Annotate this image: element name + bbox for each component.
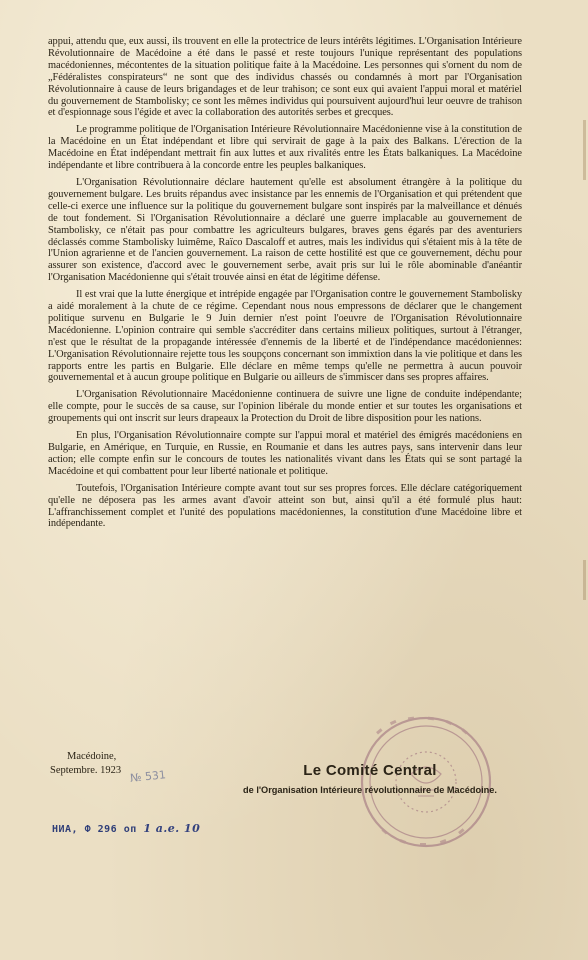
place-date xyxy=(50,750,121,778)
archive-ref-prefix: НИА, Ф 296 оп xyxy=(52,824,137,835)
signature-subtitle: de l'Organisation Intérieure révolutionnaire de Macédoine. xyxy=(243,785,497,795)
archive-number-stamp: № 531 xyxy=(129,768,167,785)
place-text: Macédoine, xyxy=(67,751,117,762)
signature-title: Le Comité Central xyxy=(303,762,437,779)
paragraph-2: Le programme politique de l'Organisation Intérieure Révolutionnaire Macédonienne vise à la constitution de la Macédoine en un État indépendant et libre qui servirait de gage à la paix des Balkans. L'érection de la Macédoine en État indépendant mettrait fin aux luttes et aux rivalités entre les États balkaniques. La Macédoine indépendante et libre contribuera à la concorde entre les peuples balkaniques. xyxy=(48,124,522,172)
archive-reference-stamp xyxy=(52,822,200,835)
paragraph-4: Il est vrai que la lutte énergique et intrépide engagée par l'Organisation contre le gouvernement Stambolisky a aidé moralement à la chute de ce régime. Cependant nous nous empressons de déclarer que le changement politique survenu en Bulgarie le 9 Juin dernier n'est point l'oeuvre de l'Organisation Révolutionnaire Macédonienne. L'opinion contraire qui semble s'accréditer dans certains milieux politiques, surtout à l'étranger, n'est que le résultat de la propagande intéressée d'ennemis de la liberté et de l'indépendance macédoniennes: L'Organisation Révolutionnaire rejette tous les soupçons concernant son immixtion dans la vie politique et dans les rapports entre les partis en Bulgarie. Elle déclare en même temps qu'elle ne permettra à aucun pouvoir gouvernemental et à aucun groupe politique en Bulgarie ou ailleurs de s'immiscer dans ses propres affaires. xyxy=(48,289,522,384)
signature-block xyxy=(215,762,525,795)
paper-edge-stain xyxy=(583,120,586,180)
date-text: Septembre. 1923 xyxy=(50,765,122,776)
paragraph-6: En plus, l'Organisation Révolutionnaire compte sur l'appui moral et matériel des émigrés macédoniens en Bulgarie, en Amérique, en Turquie, en Russie, en Roumanie et dans les autres pays, sans intervenir dans leur action; elle compte enfin sur le concours de toutes les nationalités vivant dans les États qui se sont partagé la Macédoine et qui combattent pour leur liberté nationale et politique. xyxy=(48,430,522,477)
paragraph-7: Toutefois, l'Organisation Intérieure compte avant tout sur ses propres forces. Elle déclare catégoriquement qu'elle ne déposera pas les armes avant d'avoir atteint son but, ainsi qu'il a été formulé plus haut: L'affranchissement complet et l'unité des populations macédoniennes, la constitution d'une Macédoine libre et indépendante. xyxy=(48,482,522,530)
archive-ref-handwritten: 1 а.е. 10 xyxy=(143,822,201,835)
paragraph-3: L'Organisation Révolutionnaire déclare hautement qu'elle est absolument étrangère à la politique du gouvernement bulgare. Les bruits répandus avec insistance par les ennemis de l'Organisation et qui prétendent que celle-ci exerce une influence sur la politique du gouvernement bulgare sont inspirés par la malveillance et dénués de tout fondement. Si l'Organisation Révolutionnaire a déclaré une guerre implacable au gouvernement de Stambolisky, ce n'était pas pour combattre les agriculteurs bulgares, braves gens égarés par des aventuriers déclassés comme Stambolisky luimême, Raïco Dascaloff et autres, mais les individus qui s'étaient mis à la tête de l'Union agrarienne et de l'ancien gouvernement. La raison de cette hostilité est que ce gouvernement, déchu pour assurer son existence, d'accord avec le gouvernement serbe, avait pris sur lui le rôle abominable d'anéantir l'Organisation Macédonienne qui s'était trouvée ainsi en état de légitime défense. xyxy=(48,176,522,284)
paper-edge-stain xyxy=(583,560,586,600)
document-body xyxy=(48,36,522,535)
paragraph-5: L'Organisation Révolutionnaire Macédonienne continuera de suivre une ligne de conduite indépendante; elle compte, pour le succès de sa cause, sur l'opinion libérale du monde entier et sur toutes les organisations et groupements qui ont inscrit sur leurs drapeaux la Protection du Droit de libre disposition pour les nations. xyxy=(48,389,522,425)
paragraph-1: appui, attendu que, eux aussi, ils trouvent en elle la protectrice de leurs intérêts légitimes. L'Organisation Intérieure Révolutionnaire de Macédoine a été dans le passé et reste toujours l'unique représentant des populations macédoniennes, mécontentes de la situation politique faite à la Macédoine. Les personnes qui s'ornent du nom de „Fédéralistes conspirateurs“ ne sont que des individus chassés ou condamnés à mort par l'Organisation Révolutionnaire à cause de leurs brigandages et de leur trahison; ce sont eux qui avaient l'appui moral et matériel du gouvernement de Stambolisky; ce sont les mêmes individus qui poursuivent aujourd'hui leur oeuvre de trahison et d'espionnage sous l'égide et avec la collaboration des autorités serbes et grecques. xyxy=(48,36,522,119)
